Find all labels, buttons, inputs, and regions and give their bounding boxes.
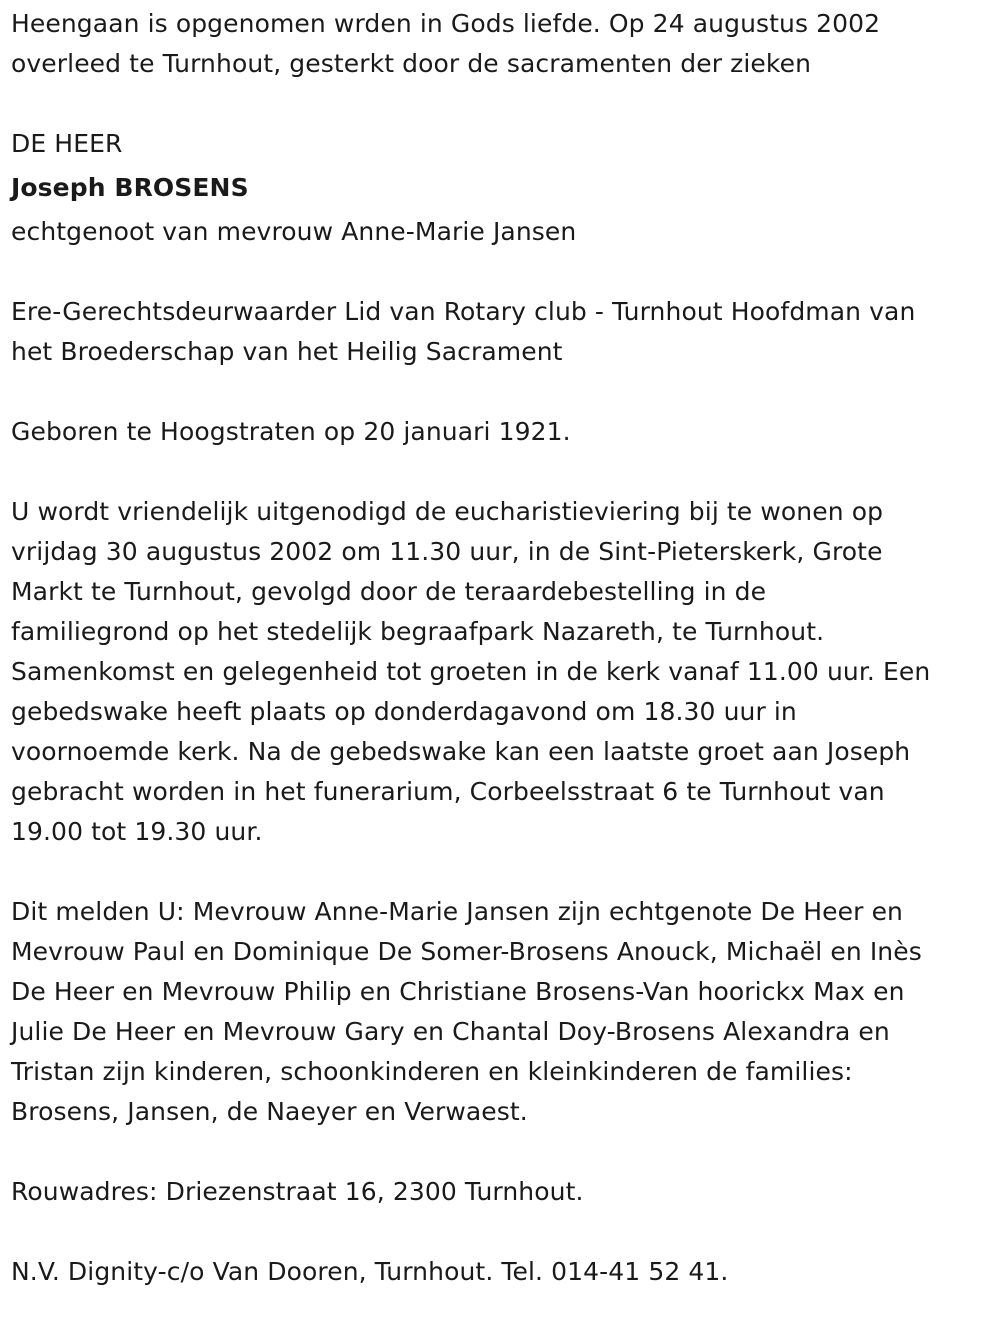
functions-line-1: Ere-Gerechtsdeurwaarder Lid van Rotary club - Turnhout Hoofdman van xyxy=(11,297,916,326)
deceased-title: DE HEER xyxy=(11,129,123,158)
ceremony-line: gebedswake heeft plaats op donderdagavond om 18.30 uur in xyxy=(11,697,797,726)
functions-line-2: het Broederschap van het Heilig Sacrament xyxy=(11,337,563,366)
birth-line: Geboren te Hoogstraten op 20 januari 1921. xyxy=(11,417,571,446)
ceremony-line: U wordt vriendelijk uitgenodigd de eucharistieviering bij te wonen op xyxy=(11,497,884,526)
ceremony-line: 19.00 tot 19.30 uur. xyxy=(11,817,263,846)
death-notice xyxy=(11,4,991,1292)
family-line: Mevrouw Paul en Dominique De Somer-Brosens Anouck, Michaël en Inès xyxy=(11,937,922,966)
ceremony-line: Markt te Turnhout, gevolgd door de teraardebestelling in de xyxy=(11,577,767,606)
intro-line-2: overleed te Turnhout, gesterkt door de sacramenten der zieken xyxy=(11,49,812,78)
funeral-home: N.V. Dignity-c/o Van Dooren, Turnhout. Tel. 014-41 52 41. xyxy=(11,1257,729,1286)
spacer xyxy=(11,1212,991,1252)
deceased-spouse: echtgenoot van mevrouw Anne-Marie Jansen xyxy=(11,217,577,246)
ceremony-line: vrijdag 30 augustus 2002 om 11.30 uur, in de Sint-Pieterskerk, Grote xyxy=(11,537,883,566)
mourning-address: Rouwadres: Driezenstraat 16, 2300 Turnhout. xyxy=(11,1177,584,1206)
family-line: Julie De Heer en Mevrouw Gary en Chantal Doy-Brosens Alexandra en xyxy=(11,1017,890,1046)
deceased-name: Joseph BROSENS xyxy=(11,173,249,202)
ceremony-line: Samenkomst en gelegenheid tot groeten in de kerk vanaf 11.00 uur. Een xyxy=(11,657,931,686)
ceremony-line: voornoemde kerk. Na de gebedswake kan een laatste groet aan Joseph xyxy=(11,737,911,766)
spacer xyxy=(11,252,991,292)
ceremony-line: familiegrond op het stedelijk begraafpark Nazareth, te Turnhout. xyxy=(11,617,825,646)
spacer xyxy=(11,452,991,492)
intro-line-1: Heengaan is opgenomen wrden in Gods liefde. Op 24 augustus 2002 xyxy=(11,9,881,38)
family-line: Brosens, Jansen, de Naeyer en Verwaest. xyxy=(11,1097,528,1126)
family-line: Tristan zijn kinderen, schoonkinderen en kleinkinderen de families: xyxy=(11,1057,853,1086)
ceremony-line: gebracht worden in het funerarium, Corbeelsstraat 6 te Turnhout van xyxy=(11,777,885,806)
family-line: De Heer en Mevrouw Philip en Christiane Brosens-Van hoorickx Max en xyxy=(11,977,905,1006)
spacer xyxy=(11,1132,991,1172)
spacer xyxy=(11,84,991,124)
family-line: Dit melden U: Mevrouw Anne-Marie Jansen zijn echtgenote De Heer en xyxy=(11,897,903,926)
spacer xyxy=(11,852,991,892)
spacer xyxy=(11,372,991,412)
